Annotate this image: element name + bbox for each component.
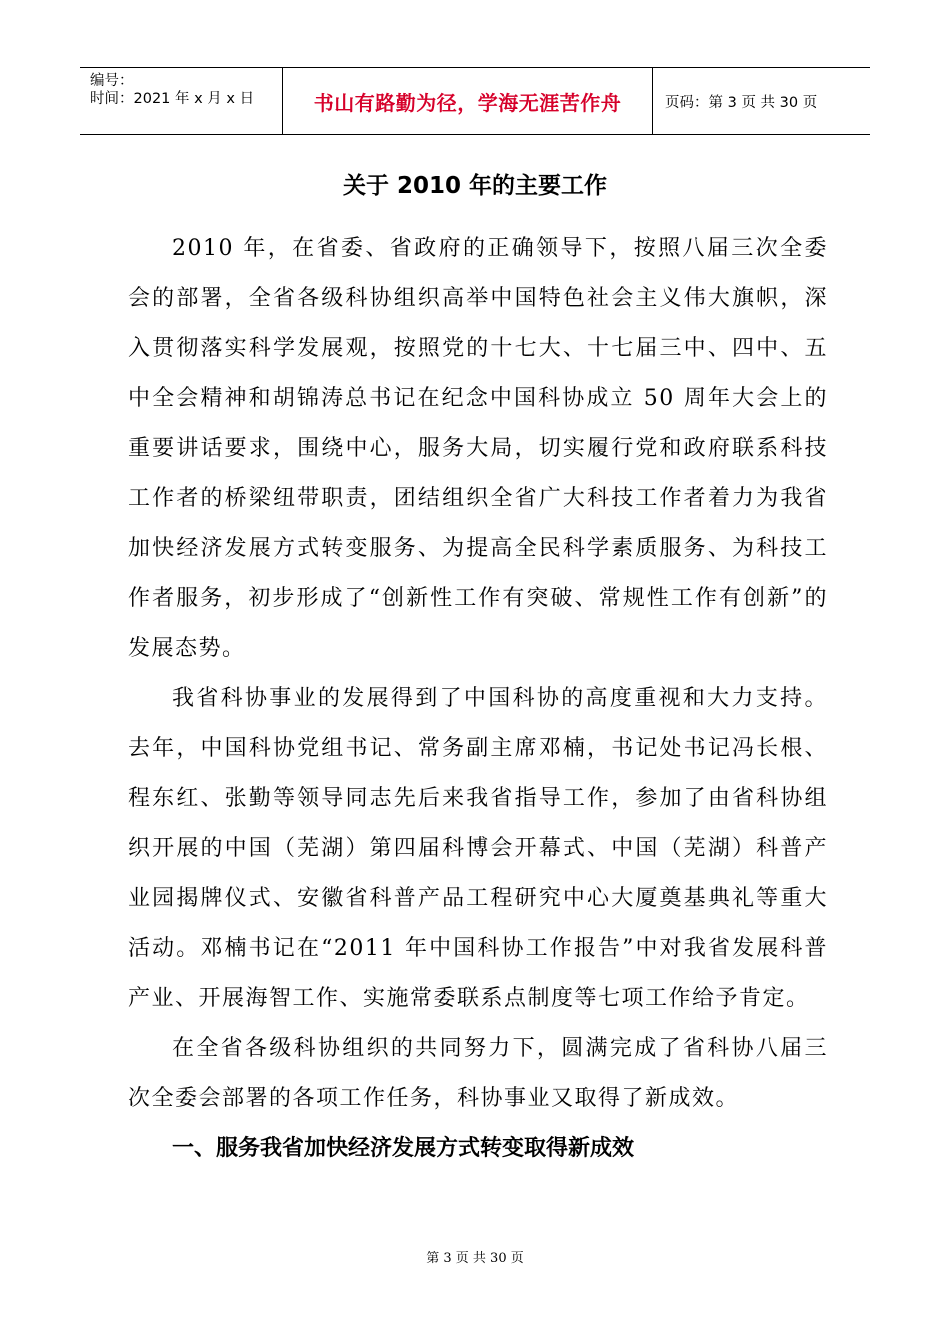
document-body — [128, 224, 828, 1174]
number-label: 编号： — [90, 73, 134, 89]
header-meta — [80, 68, 283, 134]
section-heading: 一、服务我省加快经济发展方式转变取得新成效 — [172, 1136, 635, 1161]
document-title: 关于 2010 年的主要工作 — [342, 173, 608, 199]
body-paragraph: 在全省各级科协组织的共同努力下，圆满完成了省科协八届三次全委会部署的各项工作任务，科协事业又取得了新成效。 — [128, 1036, 828, 1111]
date-label: 时间：2021 年 x 月 x 日 — [90, 91, 255, 107]
body-paragraph: 我省科协事业的发展得到了中国科协的高度重视和大力支持。去年，中国科协党组书记、常务副主席邓楠，书记处书记冯长根、程东红、张勤等领导同志先后来我省指导工作，参加了由省科协组织开展的中国（芜湖）第四届科博会开幕式、中国（芜湖）科普产业园揭牌仪式、安徽省科普产品工程研究中心大厦奠基典礼等重大活动。邓楠书记在“2011 年中国科协工作报告”中对我省发展科普产业、开展海智工作、实施常委联系点制度等七项工作给予肯定。 — [128, 686, 828, 1011]
header-motto: 书山有路勤为径，学海无涯苦作舟 — [283, 68, 653, 134]
page-header — [80, 67, 870, 135]
page-footer: 第 3 页 共 30 页 — [426, 1251, 524, 1266]
body-paragraph: 2010 年，在省委、省政府的正确领导下，按照八届三次全委会的部署，全省各级科协组织高举中国特色社会主义伟大旗帜，深入贯彻落实科学发展观，按照党的十七大、十七届三中、四中、五中全会精神和胡锦涛总书记在纪念中国科协成立 50 周年大会上的重要讲话要求，围绕中心，服务大局，切实履行党和政府联系科技工作者的桥梁纽带职责，团结组织全省广大科技工作者着力为我省加快经济发展方式转变服务、为提高全民科学素质服务、为科技工作者服务，初步形成了“创新性工作有突破、常规性工作有创新”的发展态势。 — [128, 236, 828, 661]
header-page-info: 页码：第 3 页 共 30 页 — [665, 94, 818, 111]
